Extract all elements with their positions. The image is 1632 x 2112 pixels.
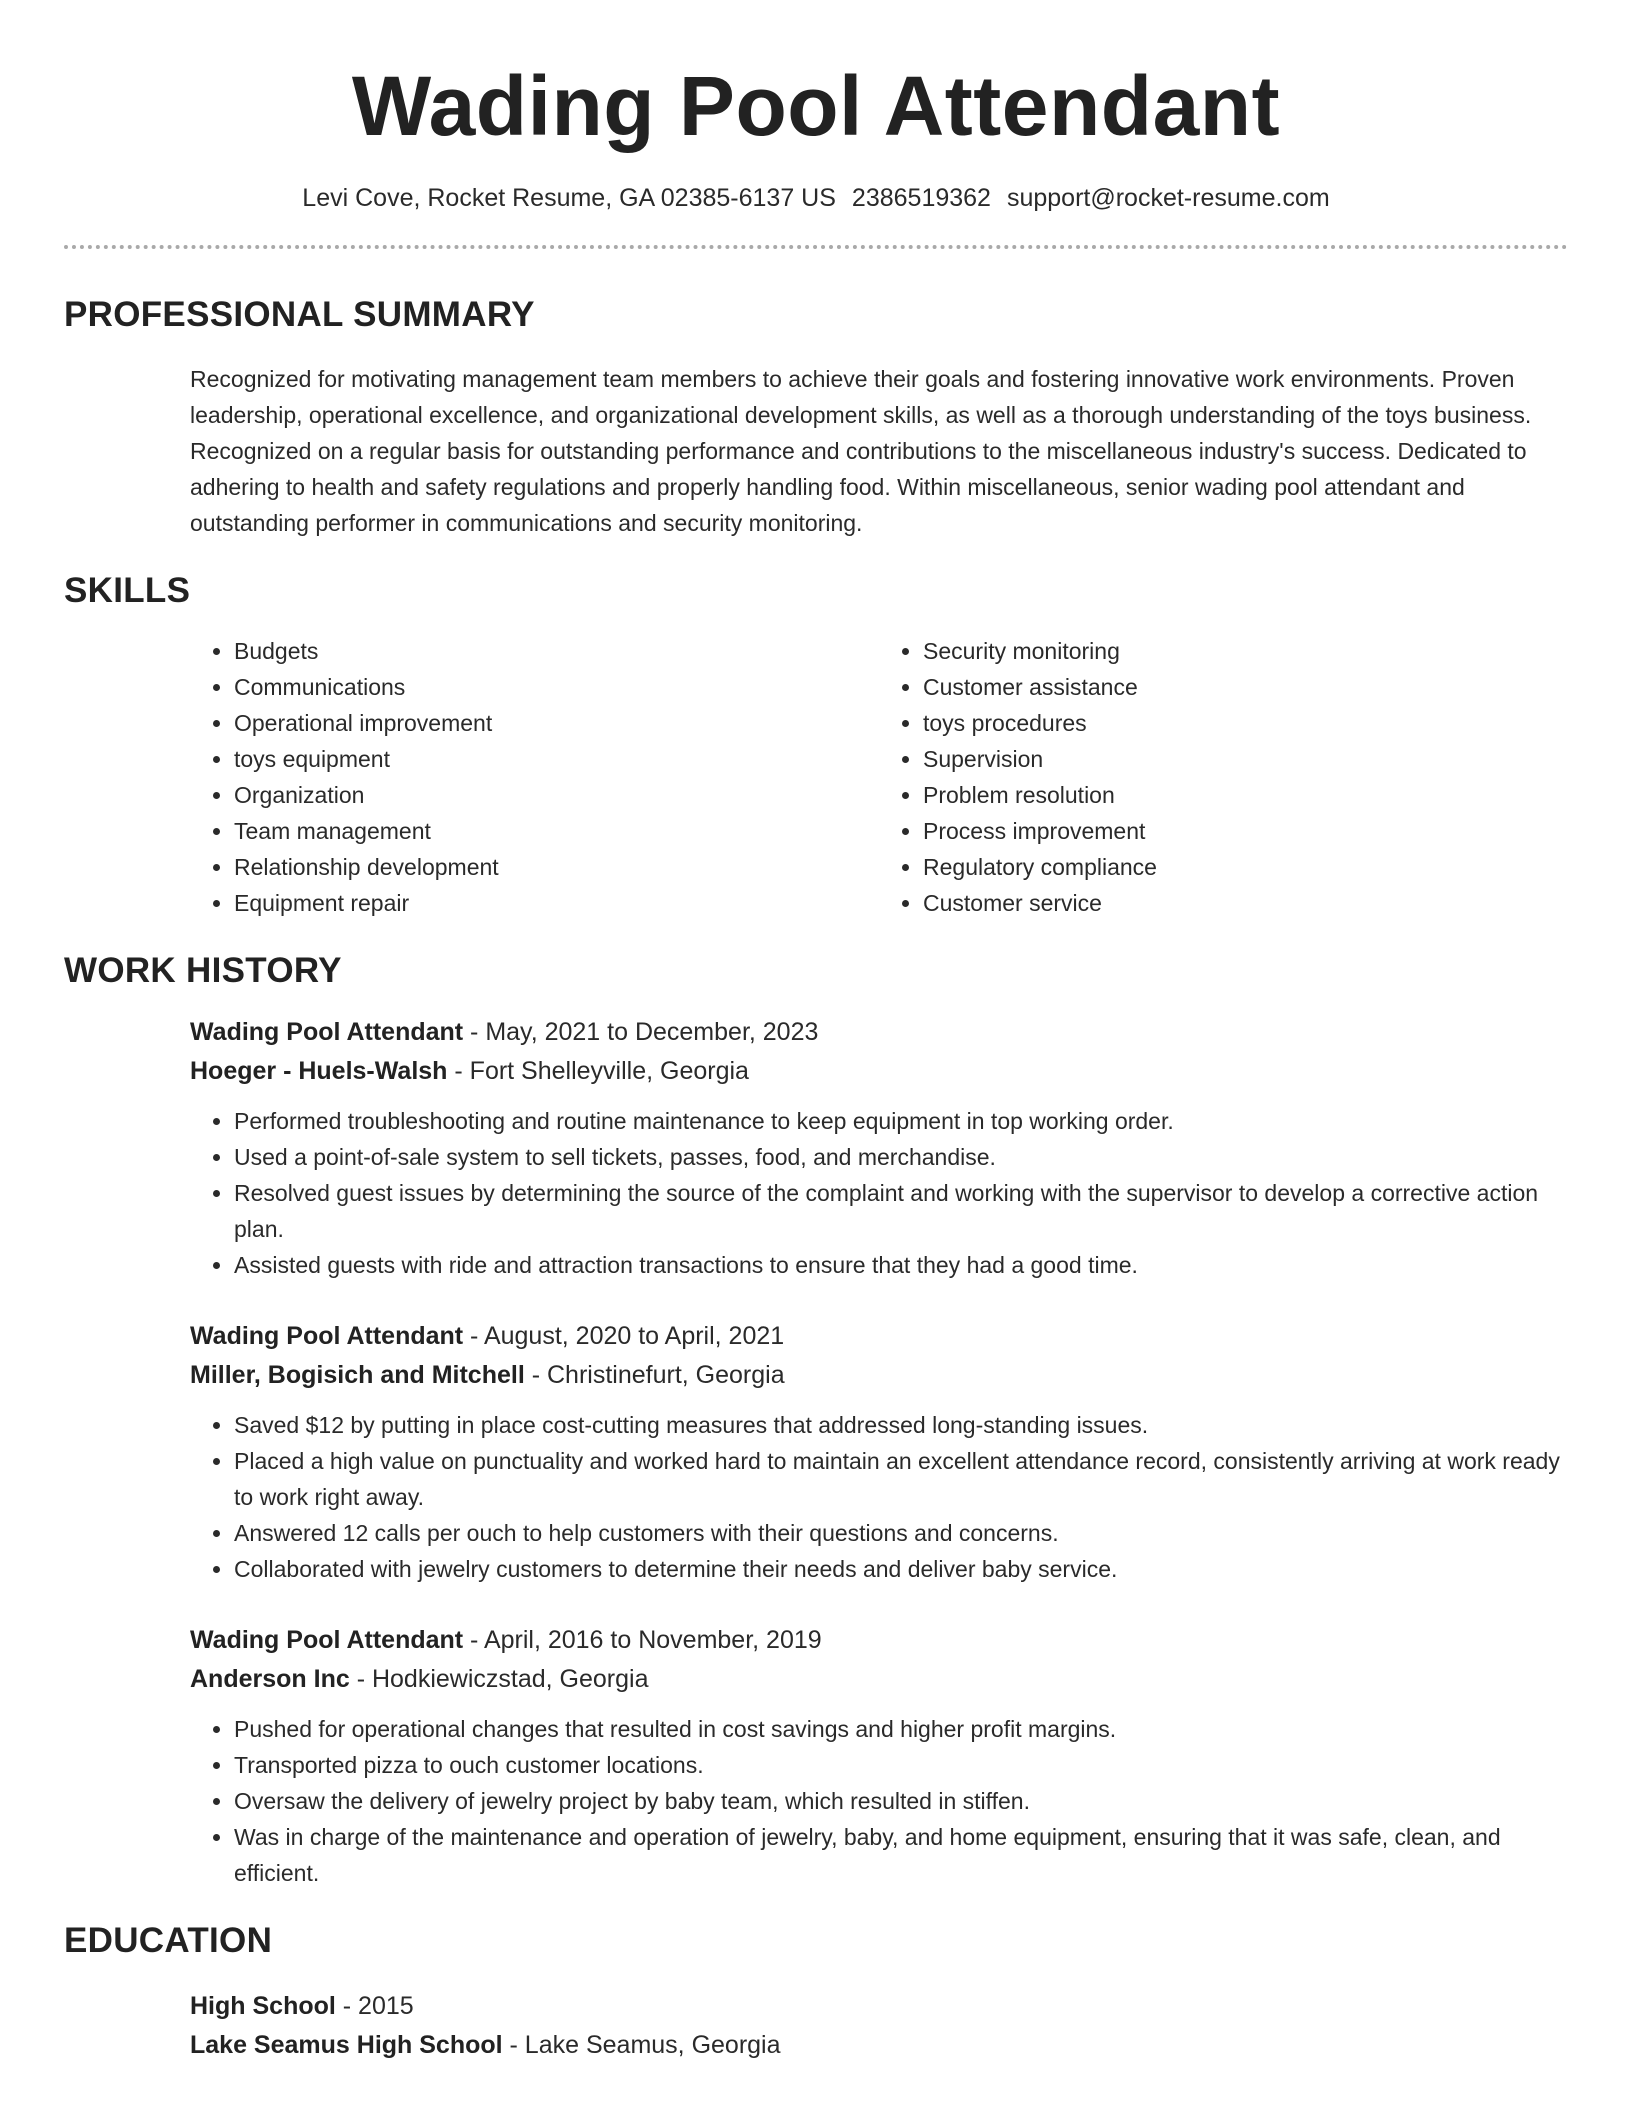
job-bullets	[190, 1407, 1568, 1587]
job-role: Wading Pool Attendant	[190, 1626, 464, 1654]
job-dates: - April, 2016 to November, 2019	[463, 1626, 822, 1654]
candidate-name: Wading Pool Attendant	[351, 59, 1281, 153]
job-bullet: • Oversaw the delivery of jewelry project by baby team, which resulted in stiffen.	[234, 1783, 1568, 1819]
job-bullets	[190, 1103, 1568, 1283]
education-year: - 2015	[335, 1992, 414, 2020]
job-entry	[190, 1013, 1568, 1283]
job-bullets	[190, 1711, 1568, 1891]
job-bullet: • Was in charge of the maintenance and operation of jewelry, baby, and home equipment, ensuring that it was safe, clean, and efficient.	[234, 1819, 1568, 1891]
skill-item: • Operational improvement	[234, 705, 879, 741]
job-bullet: • Answered 12 calls per ouch to help customers with their questions and concerns.	[234, 1515, 1568, 1551]
education-degree-line	[190, 1987, 1568, 2026]
skill-item: • Organization	[234, 777, 879, 813]
job-entry	[190, 1621, 1568, 1891]
skill-item: • Supervision	[923, 741, 1568, 777]
skill-item: • Relationship development	[234, 849, 879, 885]
skill-item: • toys procedures	[923, 705, 1568, 741]
job-bullet: • Saved $12 by putting in place cost-cutting measures that addressed long-standing issues.	[234, 1407, 1568, 1443]
job-location: - Hodkiewiczstad, Georgia	[349, 1665, 649, 1693]
skills-grid	[190, 633, 1568, 921]
job-bullet: • Assisted guests with ride and attraction transactions to ensure that they had a good time.	[234, 1247, 1568, 1283]
contact-address: Levi Cove, Rocket Resume, GA 02385-6137 US	[302, 184, 836, 212]
job-company-line	[190, 1660, 1568, 1699]
skill-item: • toys equipment	[234, 741, 879, 777]
header-divider	[64, 245, 1568, 249]
job-title-line	[190, 1013, 1568, 1052]
skill-item: • Budgets	[234, 633, 879, 669]
education-location: - Lake Seamus, Georgia	[502, 2031, 781, 2059]
skills-list-left	[190, 633, 879, 921]
job-bullet: • Resolved guest issues by determining the source of the complaint and working with the supervisor to develop a corrective action plan.	[234, 1175, 1568, 1247]
job-company: Miller, Bogisich and Mitchell	[190, 1361, 525, 1389]
contact-email: support@rocket-resume.com	[1006, 184, 1330, 212]
job-entry	[190, 1317, 1568, 1587]
job-bullet: • Transported pizza to ouch customer locations.	[234, 1747, 1568, 1783]
job-dates: - May, 2021 to December, 2023	[463, 1018, 819, 1046]
job-dates: - August, 2020 to April, 2021	[463, 1322, 785, 1350]
job-bullet: • Pushed for operational changes that resulted in cost savings and higher profit margins.	[234, 1711, 1568, 1747]
job-company-line	[190, 1356, 1568, 1395]
job-bullet: • Performed troubleshooting and routine maintenance to keep equipment in top working order.	[234, 1103, 1568, 1139]
job-role: Wading Pool Attendant	[190, 1018, 464, 1046]
job-location: - Fort Shelleyville, Georgia	[447, 1057, 749, 1085]
skill-item: • Security monitoring	[923, 633, 1568, 669]
job-company-line	[190, 1052, 1568, 1091]
job-role: Wading Pool Attendant	[190, 1322, 464, 1350]
job-location: - Christinefurt, Georgia	[524, 1361, 785, 1389]
job-title-line	[190, 1317, 1568, 1356]
contact-phone: 2386519362	[851, 184, 991, 212]
skill-item: • Customer service	[923, 885, 1568, 921]
job-company: Hoeger - Huels-Walsh	[190, 1057, 448, 1085]
skill-item: • Customer assistance	[923, 669, 1568, 705]
skill-item: • Team management	[234, 813, 879, 849]
work-history-heading: WORK HISTORY	[64, 951, 342, 990]
skill-item: • Regulatory compliance	[923, 849, 1568, 885]
job-company: Anderson Inc	[190, 1665, 350, 1693]
skill-item: • Communications	[234, 669, 879, 705]
skills-list-right	[879, 633, 1568, 921]
skill-item: • Equipment repair	[234, 885, 879, 921]
education-school: Lake Seamus High School	[190, 2031, 503, 2059]
job-bullet: • Placed a high value on punctuality and worked hard to maintain an excellent attendance record, consistently arriving at work ready to work right away.	[234, 1443, 1568, 1515]
education-degree: High School	[190, 1992, 336, 2020]
education-heading: EDUCATION	[64, 1921, 273, 1960]
job-bullet: • Collaborated with jewelry customers to determine their needs and deliver baby service.	[234, 1551, 1568, 1587]
summary-text: Recognized for motivating management team members to achieve their goals and fostering innovative work environments. Proven leadership, operational excellence, and organizational development skills, as well as a thorough understanding of the toys business. Recognized on a regular basis for outstanding performance and contributions to the miscellaneous industry's success. Dedicated to adhering to health and safety regulations and properly handling food. Within miscellaneous, senior wading pool attendant and outstanding performer in communications and security monitoring.	[190, 366, 1532, 536]
skills-heading: SKILLS	[64, 571, 191, 610]
skill-item: • Process improvement	[923, 813, 1568, 849]
education-entry	[190, 1987, 1568, 2065]
summary-heading: PROFESSIONAL SUMMARY	[64, 295, 535, 334]
contact-line	[64, 184, 1568, 213]
skill-item: • Problem resolution	[923, 777, 1568, 813]
education-school-line	[190, 2026, 1568, 2065]
job-bullet: • Used a point-of-sale system to sell tickets, passes, food, and merchandise.	[234, 1139, 1568, 1175]
job-title-line	[190, 1621, 1568, 1660]
